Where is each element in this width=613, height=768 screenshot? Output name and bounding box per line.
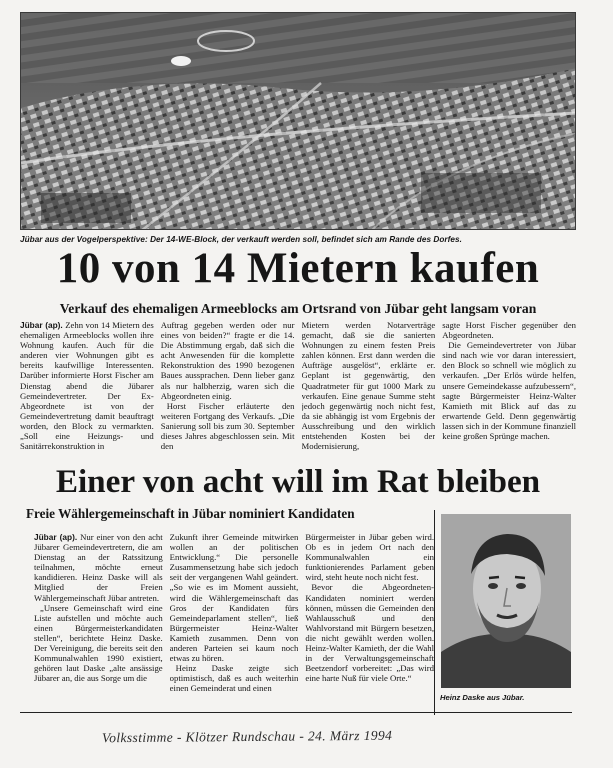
article1-paragraph: Jübar (ap). Zehn von 14 Mietern des ehemaligen Armeeblocks wollen ihre Wohnung kaufen. Auch für die anderen vier Wohnungen gibt es bereits kaufwillige Interessenten. Darüber informierte Horst Fischer am Dienstag abend die Jübarer Gemeindevertreter. Der Ex-Abgeordnete ist von der Gemeindevertretung damit beauftragt worden, den Block zu vermarkten. „Soll eine Heizungs- und Sanitärrekonstruktion in [20,320,154,452]
portrait-image [441,514,571,688]
portrait-photo [441,514,571,688]
dateline: Jübar (ap). [20,320,63,330]
aerial-photo-image [21,13,576,230]
article1-headline: 10 von 14 Mietern kaufen [56,245,540,292]
column-divider [434,510,435,715]
article2-paragraph: Zukunft ihrer Gemeinde mitwirken wollen an der politischen Entwicklung.“ Die personelle Zusammensetzung habe sich jedoch seit der vergangenen Wahl geändert. „So wie es im Moment aussieht, wird die Wählergemeinschaft das Gros der Kandidaten fürs Gemeindeparlament stellen“, ließ Bürgermeister Heinz-Walter Kamieth zusammen. Denn von anderen Parteien sei kaum noch etwas zu hören. [169,532,299,664]
article2-paragraph: Bürgermeister in Jübar geben wird. Ob es in jedem Ort nach den Kommunalwahlen ein funktionierendes Parlament geben wird, steht heute noch nicht fest. [305,532,435,583]
aerial-photo [20,12,576,230]
article2-body [34,532,434,707]
article1-paragraph: sagte Horst Fischer gegenüber den Abgeordneten. [442,320,576,341]
article1-paragraph: Die Gemeindevertreter von Jübar sind nach wie vor daran interessiert, den Block so schnell wie möglich zu verkaufen. „Der Erlös würde helfen, unsere Gemeindekasse aufzubessern“, sagte Bürgermeister Heinz-Walter Kamieth mit Blick auf das zu erwartende Geld. Denn gegenwärtig lassen sich in der Kommune finanziell keine großen Sprünge machen. [442,340,576,442]
article2-paragraph: Jübar (ap). Nur einer von den acht Jübarer Gemeindevertretern, die am Dienstag an der Ratssitzung teilnahmen, möchte erneut kandidieren. Heinz Daske will als Mitglied der Freien Wählergemeinschaft Jübar antreten. [34,532,163,603]
article2-column-1 [34,532,163,707]
article1-subheadline: Verkauf des ehemaligen Armeeblocks am Ortsrand von Jübar geht langsam voran [59,301,537,316]
bottom-rule [20,712,572,713]
article2-paragraph: Heinz Daske zeigte sich optimistisch, daß es auch weiterhin einen Gemeinderat und einen [169,663,299,694]
handwritten-source-note: Volksstimme - Klötzer Rundschau - 24. März 1994 [101,727,393,746]
article2-column-3 [305,532,434,707]
article1-column-2 [161,320,295,460]
article2-paragraph: Bevor die Abgeordneten-Kandidaten nominiert werden können, müssen die Gemeinden den Wahlausschuß und den Wahlvorstand mit Bürgern besetzen, die nicht gewählt werden wollen. Heinz-Walter Kamieth, der die Wahl in der Verwaltungsgemeinschaft Beetzendorf vorbereitet: „Das wird eine harte Nuß für viele Orte.“ [305,582,435,684]
article2-subheadline: Freie Wählergemeinschaft in Jübar nominiert Kandidaten [26,506,355,521]
article2-headline: Einer von acht will im Rat bleiben [55,463,541,500]
photo-caption: Jübar aus der Vogelperspektive: Der 14-WE-Block, der verkauft werden soll, befindet sich am Rande des Dorfes. [20,235,462,244]
dateline: Jübar (ap). [34,532,78,542]
portrait-caption: Heinz Daske aus Jübar. [440,693,525,702]
article1-body [20,320,576,460]
article1-paragraph: Auftrag gegeben werden oder nur eines von beiden?“ fragte er die 14. Die Abstimmung ergab, daß sich die acht Anwesenden für die komplette Rekonstruktion des 1990 bezogenen Baues aussprachen. Denn lieber ganz als nur halbherzig, waren sich die Abgeordneten einig. [160,320,295,401]
article1-column-3 [302,320,436,460]
article1-paragraph: Mietern werden Notarverträge gemacht, daß sie die sanierten Wohnungen zu einem festen Preis zahlen können. Erst dann werden die Aufträge ausgelöst“, erklärte er. Geplant ist gegenwärtig, den Quadratmeter für gut 1000 Mark zu verkaufen. Eine genaue Summe steht jedoch gegenwärtig noch nicht fest, da sie abhängig ist vom Ergebnis der Ausschreibung und den wirklich entstehenden Kosten bei der Modernisierung, [301,320,436,452]
article1-column-4 [442,320,576,460]
article2-column-2 [170,532,299,707]
article1-column-1 [20,320,154,460]
article1-paragraph: Horst Fischer erläuterte den weiteren Fortgang des Verkaufs. „Die Sanierung soll bis zum 30. September dieses Jahres abgeschlossen sein. Mit den [160,400,295,452]
article2-paragraph: „Unsere Gemeinschaft wird eine Liste aufstellen und möchte auch einen Bürgermeisterkandidaten stellen“, berichtete Heinz Daske. Der Vereinigung, die bereits seit den Kommunalwahlen 1990 existiert, gehören laut Daske „alte ansässige Jübarer an, die aus Sorge um die [34,602,163,684]
